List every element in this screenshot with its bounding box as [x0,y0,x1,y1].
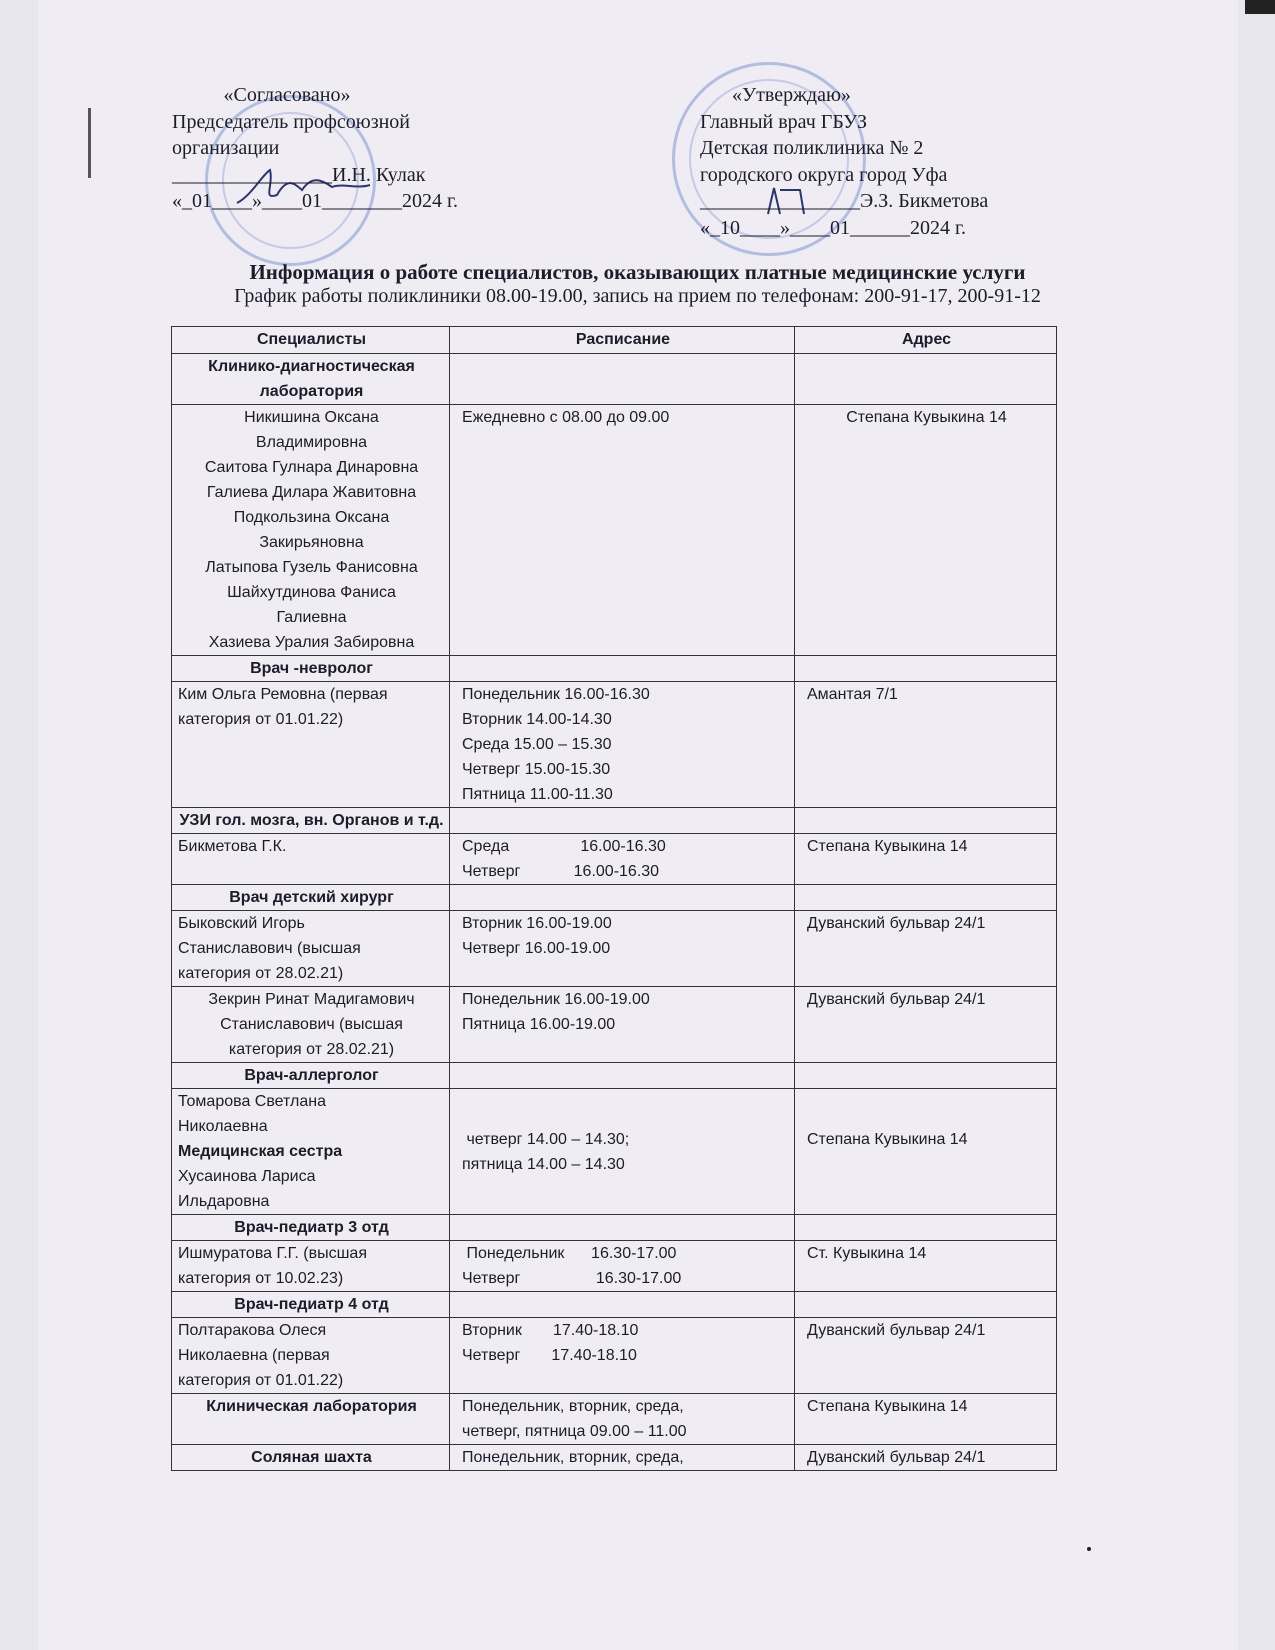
scan-edge [1245,0,1275,14]
schedule-cell: Понедельник 16.00-19.00 Пятница 16.00-19.00 [450,987,795,1063]
document-subtitle: График работы поликлиники 08.00-19.00, запись на прием по телефонам: 200-91-17, 200-91-12 [234,285,1041,307]
section-title: Врач-аллерголог [172,1063,450,1089]
approved-org: Детская поликлиника № 2 [700,137,924,159]
table-row [172,1394,1057,1445]
schedule-cell: четверг 14.00 – 14.30; пятница 14.00 – 14.30 [450,1089,795,1215]
specialist-names: Полтаракова Олеся Николаевна (первая категория от 01.01.22) [172,1318,450,1394]
specialist-names: Ишмуратова Г.Г. (высшая категория от 10.02.23) [172,1241,450,1292]
agreed-date: «_01____»____01________2024 г. [172,190,458,212]
section-title: Соляная шахта [172,1445,450,1471]
schedule-cell: Вторник 17.40-18.10 Четверг 17.40-18.10 [450,1318,795,1394]
address-cell: Дуванский бульвар 24/1 [795,1318,1057,1394]
margin-mark [88,108,91,178]
section-row [172,1215,1057,1241]
address-cell: Дуванский бульвар 24/1 [795,911,1057,987]
header-specialists: Специалисты [172,327,450,354]
section-row [172,1292,1057,1318]
agreed-signature-line: ________________И.Н. Кулак [172,163,426,186]
table-row [172,834,1057,885]
specialist-names: Быковский Игорь Станиславович (высшая категория от 28.02.21) [172,911,450,987]
header-address: Адрес [795,327,1057,354]
address-cell: Степана Кувыкина 14 [795,405,1057,656]
address-cell: Дуванский бульвар 24/1 [795,1445,1057,1471]
schedule-cell: Вторник 16.00-19.00 Четверг 16.00-19.00 [450,911,795,987]
table-row [172,405,1057,656]
section-row [172,1063,1057,1089]
address-cell: Степана Кувыкина 14 [795,834,1057,885]
table-row [172,1445,1057,1471]
agreed-position-2: организации [172,137,280,159]
schedule-table [171,326,1057,1471]
table-row [172,911,1057,987]
section-title: Врач детский хирург [172,885,450,911]
nurse-label: Медицинская сестра [178,1143,343,1160]
section-title: Клинико-диагностическая лаборатория [172,354,450,405]
table-row [172,1241,1057,1292]
table-row [172,1318,1057,1394]
address-cell: Ст. Кувыкина 14 [795,1241,1057,1292]
section-title: Врач-педиатр 3 отд [172,1215,450,1241]
section-title: Врач -невролог [172,656,450,682]
header-schedule: Расписание [450,327,795,354]
schedule-cell: Среда 16.00-16.30 Четверг 16.00-16.30 [450,834,795,885]
specialist-names: Томарова Светлана Николаевна Медицинская сестра Хусаинова Лариса Ильдаровна [172,1089,450,1215]
schedule-cell: Понедельник 16.30-17.00 Четверг 16.30-17.00 [450,1241,795,1292]
approved-signature-line: ________________Э.З. Бикметова [700,190,989,212]
section-title: Клиническая лаборатория [172,1394,450,1445]
section-title: Врач-педиатр 4 отд [172,1292,450,1318]
approved-date: «_10____»____01______2024 г. [700,216,966,239]
section-row [172,354,1057,405]
scan-dot [1087,1547,1091,1551]
schedule-cell: Понедельник, вторник, среда, [450,1445,795,1471]
approved-city: городского округа город Уфа [700,163,948,186]
agreed-position: Председатель профсоюзной [172,110,411,133]
section-row [172,808,1057,834]
schedule-cell: Ежедневно с 08.00 до 09.00 [450,405,795,656]
table-row [172,682,1057,808]
address-cell: Амантая 7/1 [795,682,1057,808]
address-cell: Степана Кувыкина 14 [795,1089,1057,1215]
section-row [172,656,1057,682]
approved-position: Главный врач ГБУЗ [700,110,868,133]
schedule-cell: Понедельник, вторник, среда, четверг, пятница 09.00 – 11.00 [450,1394,795,1445]
address-cell: Степана Кувыкина 14 [795,1394,1057,1445]
table-row [172,1089,1057,1215]
specialist-names: Ким Ольга Ремовна (первая категория от 01.01.22) [172,682,450,808]
approved-label: «Утверждаю» [732,84,851,106]
approved-block [700,82,988,241]
document-title: Информация о работе специалистов, оказывающих платные медицинские услуги [249,260,1026,284]
specialist-names: Никишина Оксана Владимировна Саитова Гулнара Динаровна Галиева Дилара Жавитовна Подкользина Оксана Закирьяновна Латыпова Гузель Фанисовна Шайхутдинова Фаниса Галиевна Хазиева Уралия Забировна [172,405,450,656]
schedule-cell: Понедельник 16.00-16.30 Вторник 14.00-14.30 Среда 15.00 – 15.30 Четверг 15.00-15.30 Пятница 11.00-11.30 [450,682,795,808]
agreed-label: «Согласовано» [223,84,351,106]
address-cell: Дуванский бульвар 24/1 [795,987,1057,1063]
section-title: УЗИ гол. мозга, вн. Органов и т.д. [172,808,450,834]
table-row [172,987,1057,1063]
specialist-names: Зекрин Ринат Мадигамович Станиславович (высшая категория от 28.02.21) [172,987,450,1063]
table-header-row [172,327,1057,354]
section-row [172,885,1057,911]
agreed-block [172,82,458,215]
specialist-names: Бикметова Г.К. [172,834,450,885]
